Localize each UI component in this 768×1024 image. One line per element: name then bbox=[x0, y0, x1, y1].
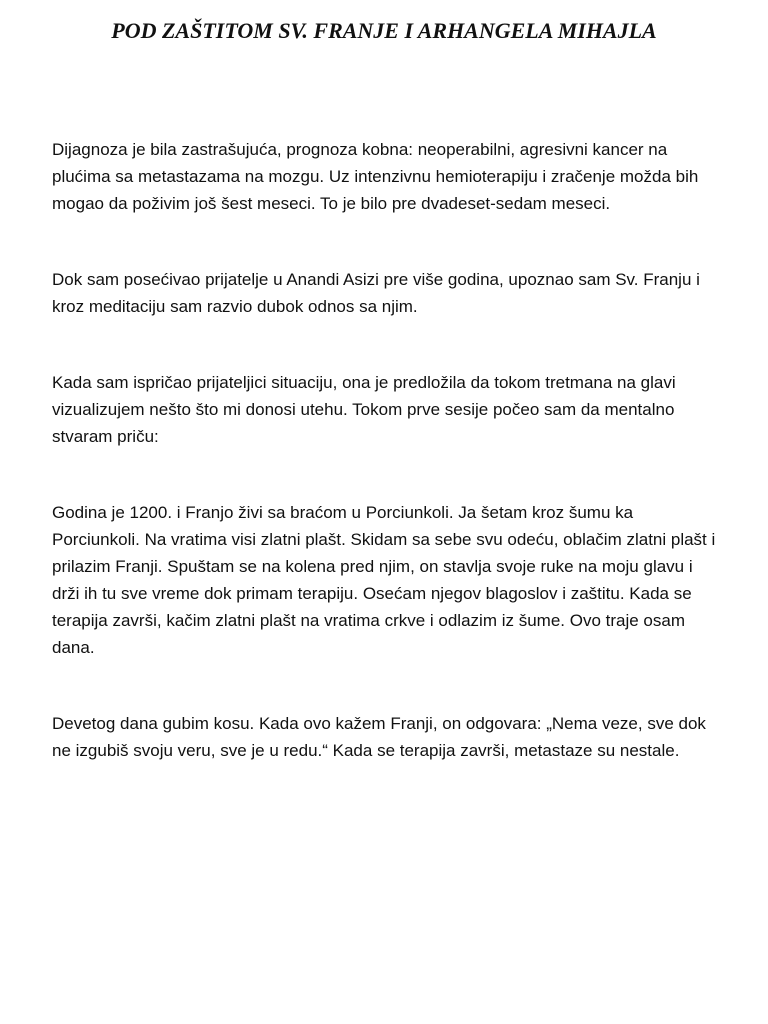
paragraph-ninth-day: Devetog dana gubim kosu. Kada ovo kažem Franji, on odgovara: „Nema veze, sve dok ne izgubiš svoju veru, sve je u redu.“ Kada se terapija završi, metastaze su nestale. bbox=[52, 714, 706, 760]
document-title: POD ZAŠTITOM SV. FRANJE I ARHANGELA MIHAJLA bbox=[111, 18, 657, 43]
paragraph-visualization-story: Godina je 1200. i Franjo živi sa braćom u Porciunkoli. Ja šetam kroz šumu ka Porciunkoli. Na vratima visi zlatni plašt. Skidam sa sebe svu odeću, oblačim zlatni plašt i prilazim Franji. Spuštam se na kolena pred njim, on stavlja svoje ruke na moju glavu i drži ih tu sve vreme dok primam terapiju. Osećam njegov blagoslov i zaštitu. Kada se terapija završi, kačim zlatni plašt na vratima crkve i odlazim iz šume. Ovo traje osam dana. bbox=[52, 503, 716, 657]
paragraph-friend-suggestion: Kada sam ispričao prijateljici situaciju, ona je predložila da tokom tretmana na glavi vizualizujem nešto što mi donosi utehu. Tokom prve sesije počeo sam da mentalno stvaram priču: bbox=[52, 373, 676, 446]
paragraph-diagnosis: Dijagnoza je bila zastrašujuća, prognoza kobna: neoperabilni, agresivni kancer na plućima sa metastazama na mozgu. Uz intenzivnu hemioterapiju i zračenje možda bih mogao da poživim još šest meseci. To je bilo pre dvadeset-sedam meseci. bbox=[52, 140, 699, 213]
paragraph-visit-assisi: Dok sam posećivao prijatelje u Anandi Asizi pre više godina, upoznao sam Sv. Franju i kroz meditaciju sam razvio dubok odnos sa njim. bbox=[52, 270, 700, 316]
